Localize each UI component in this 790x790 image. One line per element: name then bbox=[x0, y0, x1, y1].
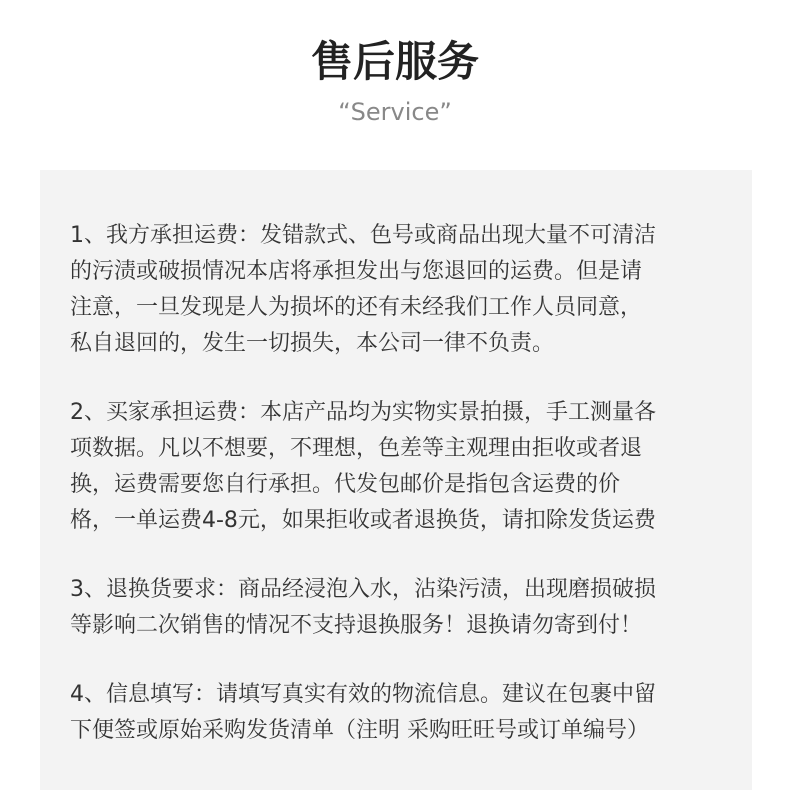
policy-item-seller-shipping bbox=[70, 218, 722, 362]
policy-item-buyer-shipping bbox=[70, 395, 722, 539]
policy-line: 下便签或原始采购发货清单（注明 采购旺旺号或订单编号） bbox=[70, 718, 649, 743]
page-title: 售后服务 bbox=[310, 37, 479, 86]
policy-line: 的污渍或破损情况本店将承担发出与您退回的运费。但是请 bbox=[70, 259, 643, 284]
policy-line: 4、信息填写：请填写真实有效的物流信息。建议在包裹中留 bbox=[70, 682, 656, 707]
policy-line: 私自退回的，发生一切损失，本公司一律不负责。 bbox=[70, 331, 555, 356]
policy-item-info-filling bbox=[70, 677, 722, 749]
policy-line: 换，运费需要您自行承担。代发包邮价是指包含运费的价 bbox=[70, 472, 621, 497]
policy-line: 1、我方承担运费：发错款式、色号或商品出现大量不可清洁 bbox=[70, 223, 656, 248]
policy-line: 3、退换货要求：商品经浸泡入水，沾染污渍，出现磨损破损 bbox=[70, 577, 656, 602]
policy-panel bbox=[40, 170, 752, 790]
policy-line: 2、买家承担运费：本店产品均为实物实景拍摄，手工测量各 bbox=[70, 400, 656, 425]
policy-line: 格，一单运费4-8元，如果拒收或者退换货，请扣除发货运费 bbox=[70, 508, 656, 533]
policy-line: 项数据。凡以不想要，不理想，色差等主观理由拒收或者退 bbox=[70, 436, 643, 461]
policy-line: 注意，一旦发现是人为损坏的还有未经我们工作人员同意， bbox=[70, 295, 643, 320]
policy-line: 等影响二次销售的情况不支持退换服务！退换请勿寄到付！ bbox=[70, 613, 643, 638]
policy-list bbox=[70, 218, 722, 782]
policy-item-return-requirements bbox=[70, 572, 722, 644]
page-subtitle: “Service” bbox=[338, 98, 452, 126]
